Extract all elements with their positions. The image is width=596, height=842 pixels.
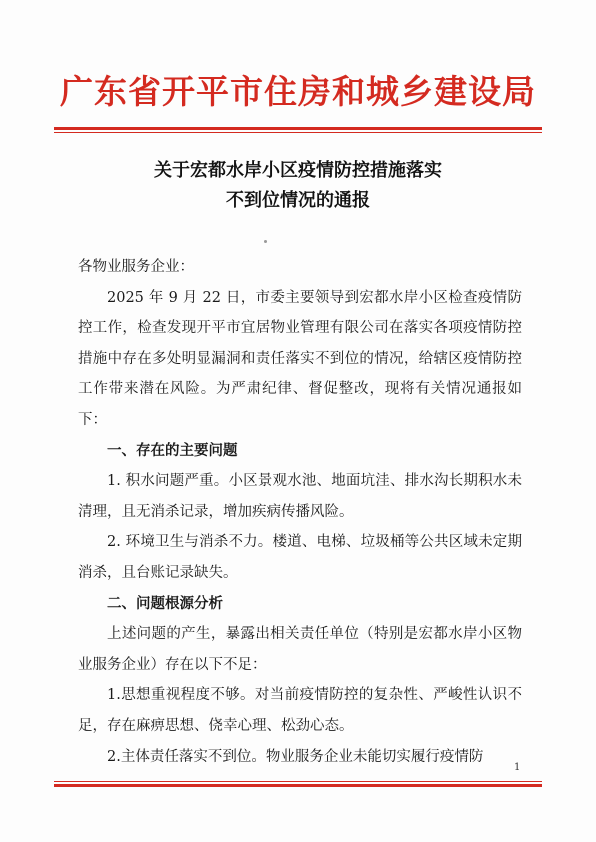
section-1-item-1: 1. 积水问题严重。小区景观水池、地面坑洼、排水沟长期积水未清理，且无消杀记录，增加疾病传播风险。	[78, 473, 522, 520]
intro-paragraph: 2025 年 9 月 22 日，市委主要领导到宏都水岸小区检查疫情防控工作，检查发现开平市宜居物业管理有限公司在落实各项疫情防控措施中存在多处明显漏洞和责任落实不到位的情况，给辖区疫情防控工作带来潜在风险。为严肃纪律、督促整改，现将有关情况通报如下：	[78, 289, 522, 428]
header-rule-thin	[54, 132, 542, 133]
document-body	[78, 252, 522, 772]
document-title-line-1: 关于宏都水岸小区疫情防控措施落实	[154, 160, 442, 181]
section-1-item-2: 2. 环境卫生与消杀不力。楼道、电梯、垃圾桶等公共区域未定期消杀，且台账记录缺失。	[78, 534, 522, 581]
document-title-line-2: 不到位情况的通报	[226, 190, 370, 211]
salutation: 各物业服务企业：	[78, 259, 194, 275]
section-2-heading: 二、问题根源分析	[107, 594, 223, 612]
section-1-heading: 一、存在的主要问题	[107, 441, 238, 459]
footer-rule-thick	[54, 784, 542, 787]
section-2-item-1: 1.思想重视程度不够。对当前疫情防控的复杂性、严峻性认识不足，存在麻痹思想、侥幸心理、松劲心态。	[78, 687, 522, 734]
header-rule-thick	[54, 127, 542, 130]
document-title	[60, 156, 536, 216]
section-2-intro: 上述问题的产生，暴露出相关责任单位（特别是宏都水岸小区物业服务企业）存在以下不足：	[78, 626, 522, 673]
section-2-item-2: 2.主体责任落实不到位。物业服务企业未能切实履行疫情防	[107, 748, 484, 765]
scan-speck	[264, 240, 267, 243]
page-number: 1	[514, 762, 521, 773]
footer-rule-thin	[54, 781, 542, 782]
organization-header: 广东省开平市住房和城乡建设局	[60, 72, 536, 111]
